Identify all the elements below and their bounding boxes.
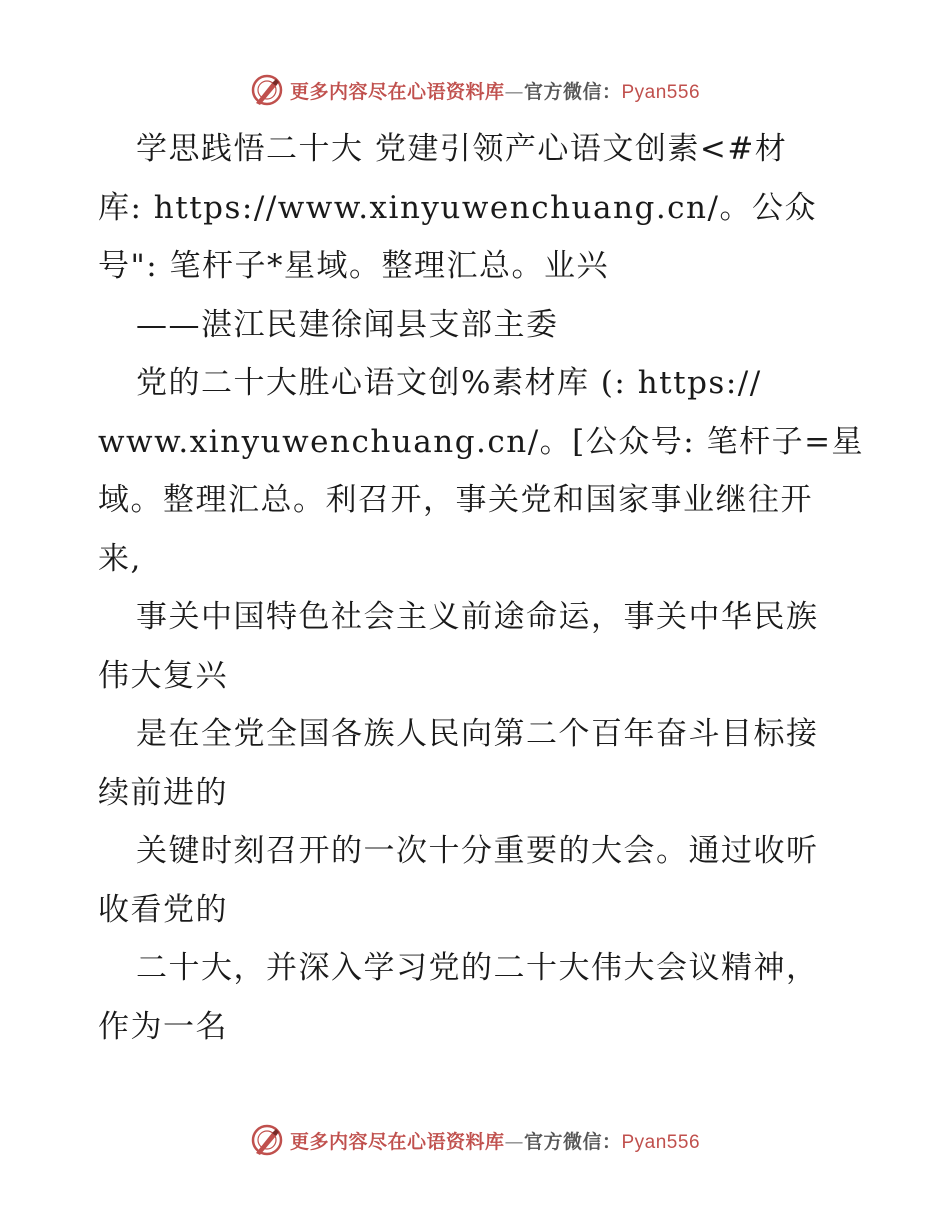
body-line: 号": 笔杆子*星域。整理汇总。业兴: [98, 248, 610, 284]
body-line: www.xinyuwenchuang.cn/。[公众号: 笔杆子=星: [98, 423, 865, 460]
banner-wechat-id: Pyan556: [621, 1131, 701, 1153]
body-line: 关键时刻召开的一次十分重要的大会。通过收听: [136, 833, 819, 869]
banner-wechat-label: 官方微信：: [523, 80, 622, 103]
body-line: 是在全党全国各族人民向第二个百年奋斗目标接: [136, 716, 819, 752]
body-line: 域。整理汇总。利召开，事关党和国家事业继往开: [98, 482, 813, 518]
body-line: 党的二十大胜心语文创%素材库 (: https://: [136, 365, 762, 401]
body-line: 收看党的: [98, 891, 228, 928]
header-banner: [0, 70, 950, 110]
footer-banner: [0, 1120, 950, 1160]
body-line: 伟大复兴: [98, 657, 228, 694]
banner-main-text: 更多内容尽在心语资料库: [289, 1130, 505, 1153]
banner-text: [290, 1127, 700, 1154]
pen-logo-icon: [250, 73, 284, 107]
document-body: [98, 120, 865, 1056]
banner-text: [290, 77, 700, 104]
body-line: 续前进的: [98, 774, 228, 811]
body-line: 二十大，并深入学习党的二十大伟大会议精神，: [136, 950, 819, 986]
banner-dash: —: [504, 80, 524, 103]
banner-main-text: 更多内容尽在心语资料库: [289, 80, 505, 103]
body-line: 学思践悟二十大 党建引领产心语文创素<#材: [136, 131, 788, 167]
pen-logo-icon: [250, 1123, 284, 1157]
banner-wechat-id: Pyan556: [621, 81, 701, 103]
body-line: 事关中国特色社会主义前途命运，事关中华民族: [136, 599, 819, 635]
body-line: ——湛江民建徐闻县支部主委: [136, 306, 559, 343]
banner-wechat-label: 官方微信：: [523, 1130, 622, 1153]
banner-dash: —: [504, 1130, 524, 1153]
body-line: 库: https://www.xinyuwenchuang.cn/。公众: [98, 189, 817, 226]
body-line: 来,: [98, 540, 142, 577]
body-line: 作为一名: [98, 1008, 228, 1045]
